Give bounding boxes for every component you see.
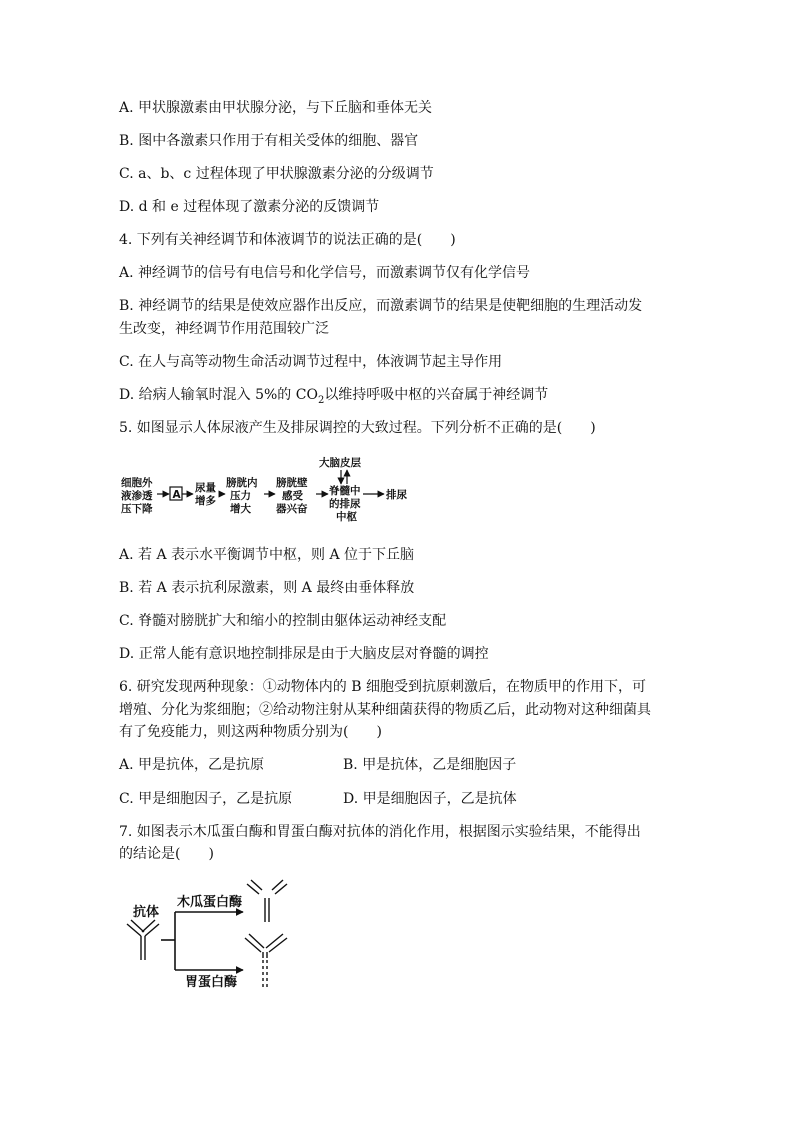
q4-option-c: C. 在人与高等动物生命活动调节过程中，体液调节起主导作用 [119,354,503,370]
node-spinal-line3: 中枢 [336,511,357,523]
q3-option-a: A. 甲状腺激素由甲状腺分泌，与下丘脑和垂体无关 [119,100,433,116]
q6-stem-line2: 增殖、分化为浆细胞；②给动物注射从某种细菌获得的物质乙后，此动物对这种细菌具 [119,702,651,718]
papain-fragments-icon [247,880,287,922]
node-cortex: 大脑皮层 [319,457,361,469]
q3-option-b: B. 图中各激素只作用于有相关受体的细胞、器官 [119,133,419,149]
node-urination: 排尿 [386,489,407,501]
node-bladder-pressure-line2: 压力 [230,490,251,502]
q7-stem-line1: 7. 如图表示木瓜蛋白酶和胃蛋白酶对抗体的消化作用，根据图示实验结果，不能得出 [119,824,641,840]
q5-option-b: B. 若 A 表示抗利尿激素，则 A 最终由垂体释放 [119,580,415,596]
node-bladder-pressure-line3: 增大 [230,503,251,515]
q6-option-b: B. 甲是抗体，乙是细胞因子 [343,757,517,773]
node-extracellular-line3: 压下降 [121,503,153,515]
label-papain: 木瓜蛋白酶 [177,895,243,910]
q3-option-c: C. a、b、c 过程体现了甲状腺激素分泌的分级调节 [119,166,434,182]
q4-stem: 4. 下列有关神经调节和体液调节的说法正确的是( ) [119,232,456,248]
pepsin-fragments-icon [245,934,287,988]
q5-stem: 5. 如图显示人体尿液产生及排尿调控的大致过程。下列分析不正确的是( ) [119,420,596,436]
antibody-intact-icon [127,920,159,960]
q4-option-b-line2: 生改变，神经调节作用范围较广泛 [119,321,329,337]
node-bladder-pressure-line1: 膀胱内 [226,477,258,489]
node-extracellular-line2: 液渗透 [121,490,153,502]
q3-option-d: D. d 和 e 过程体现了激素分泌的反馈调节 [119,199,380,215]
node-spinal-line2: 的排尿 [329,498,361,510]
node-urine-line1: 尿量 [195,482,216,494]
q4-option-d: D. 给病人输氧时混入 5%的 $CO_2$以维持呼吸中枢的兴奋属于神经调节 [119,387,549,406]
node-extracellular-line1: 细胞外 [121,477,153,489]
q6-option-a: A. 甲是抗体，乙是抗原 [119,757,265,773]
q6-stem-line1: 6. 研究发现两种现象：①动物体内的 B 细胞受到抗原刺激后，在物质甲的作用下，可 [119,679,646,695]
box-a-label: A [172,489,181,501]
node-receptor-line1: 膀胱壁 [276,477,308,489]
label-pepsin: 胃蛋白酶 [185,975,238,990]
q5-option-c: C. 脊髓对膀胱扩大和缩小的控制由躯体运动神经支配 [119,613,447,629]
q5-option-d: D. 正常人能有意识地控制排尿是由于大脑皮层对脊髓的调控 [119,646,489,662]
branch-connector [161,912,243,970]
q6-option-c: C. 甲是细胞因子，乙是抗原 [119,791,293,807]
q7-stem-line2: 的结论是( ) [119,846,214,862]
node-urine-line2: 增多 [195,495,216,507]
node-spinal-line1: 脊髓中 [329,485,361,497]
q6-stem-line3: 有了免疫能力，则这两种物质分别为( ) [119,724,382,740]
node-receptor-line2: 感受 [282,490,303,502]
label-antibody: 抗体 [133,905,160,920]
q4-option-b-line1: B. 神经调节的结果是使效应器作出反应，而激素调节的结果是使靶细胞的生理活动发 [119,298,643,314]
q4-option-a: A. 神经调节的信号有电信号和化学信号，而激素调节仅有化学信号 [119,265,531,281]
node-receptor-line3: 器兴奋 [276,503,308,515]
antibody-digestion-figure [119,876,319,994]
q5-option-a: A. 若 A 表示水平衡调节中枢，则 A 位于下丘脑 [119,547,415,563]
q6-option-d: D. 甲是细胞因子，乙是抗体 [343,791,517,807]
urination-diagram [119,448,419,530]
